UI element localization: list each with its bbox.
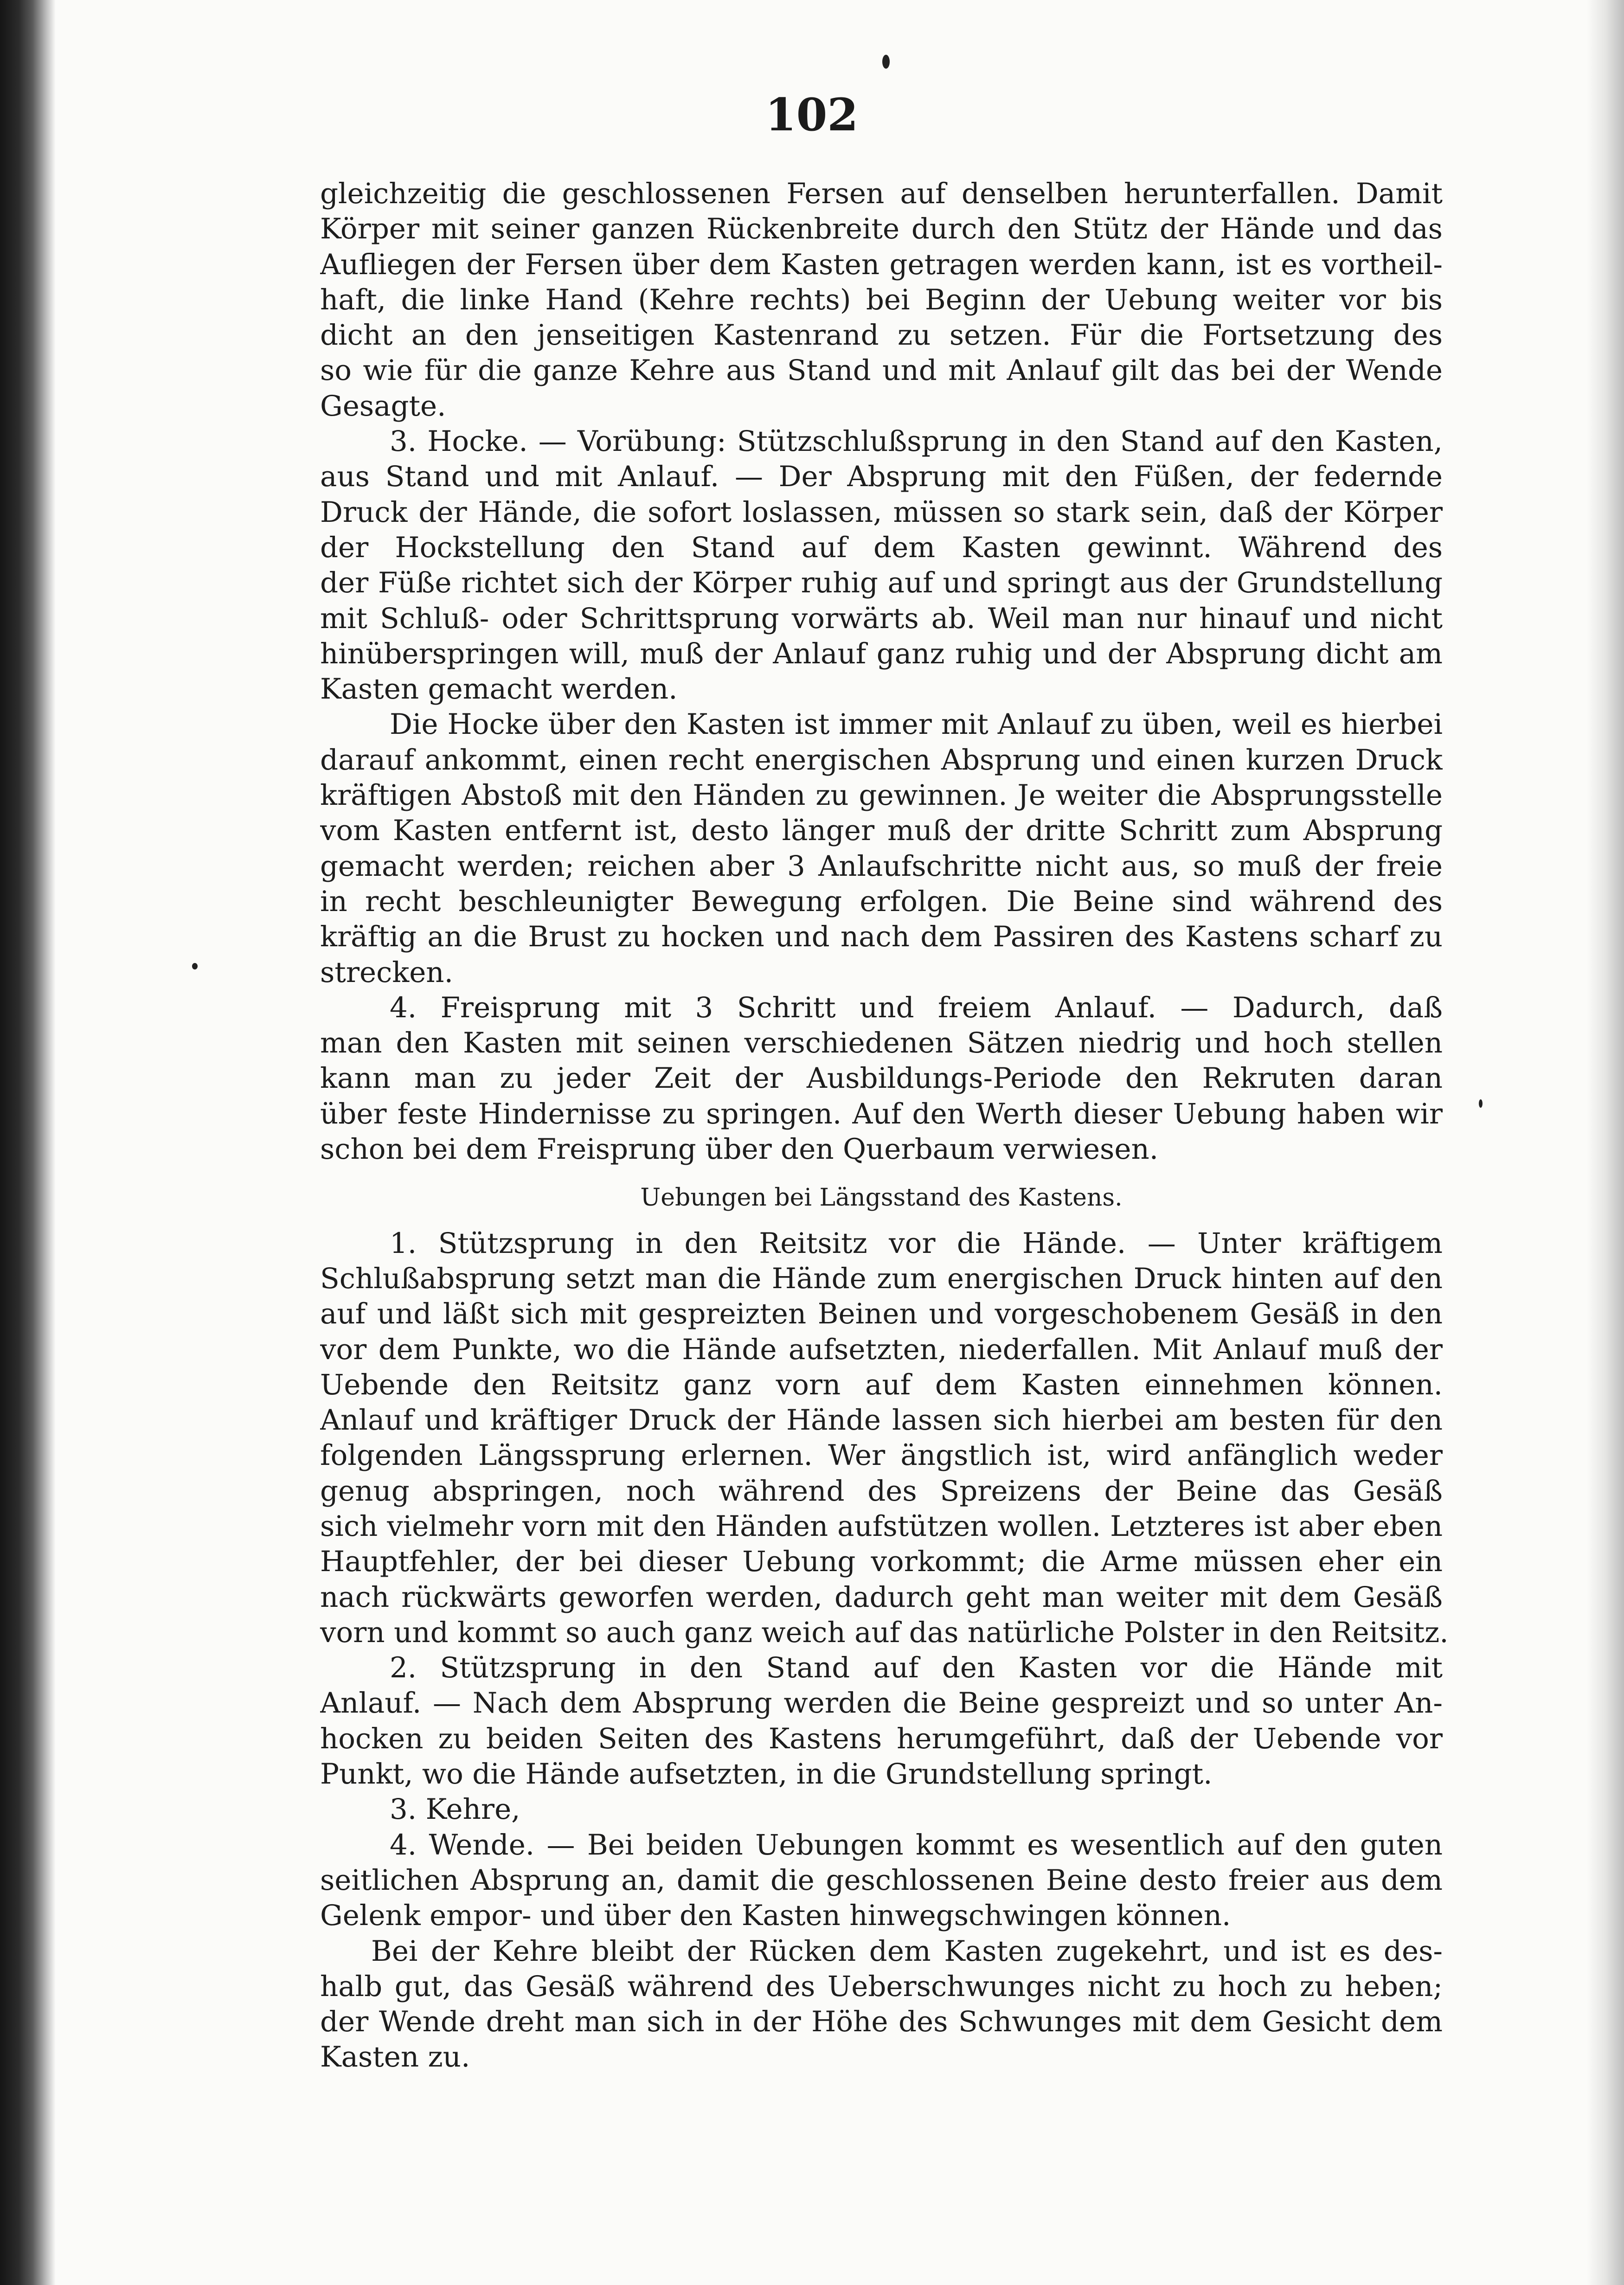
text-line: dicht an den jenseitigen Kastenrand zu setzen. Für die Fortsetzung des: [320, 319, 1443, 352]
text-line: vom Kasten entfernt ist, desto länger muß der dritte Schritt zum Absprung: [320, 814, 1443, 847]
text-line: strecken.: [320, 956, 453, 989]
text-line: kann man zu jeder Zeit der Ausbildungs-Periode den Rekruten daran: [320, 1062, 1443, 1095]
text-line: aus Stand und mit Anlauf. — Der Absprung mit den Füßen, der federnde: [320, 460, 1443, 494]
text-line: kräftig an die Brust zu hocken und nach dem Passiren des Kastens scharf zu: [320, 920, 1443, 954]
text-line: hocken zu beiden Seiten des Kastens herumgeführt, daß der Uebende vor: [320, 1722, 1443, 1755]
text-line: vor dem Punkte, wo die Hände aufsetzten, niederfallen. Mit Anlauf muß der: [320, 1333, 1443, 1366]
book-spine-shadow: [0, 0, 56, 2285]
text-line: Schlußabsprung setzt man die Hände zum energischen Druck hinten auf den: [320, 1262, 1443, 1295]
text-line: Anlauf und kräftiger Druck der Hände lassen sich hierbei am besten für den: [320, 1404, 1443, 1437]
text-line: Uebende den Reitsitz ganz vorn auf dem Kasten einnehmen können.: [320, 1368, 1443, 1401]
page-edge-shadow: [1587, 0, 1624, 2285]
text-line: mit Schluß- oder Schrittsprung vorwärts ab. Weil man nur hinauf und nicht: [320, 602, 1443, 635]
text-line: folgenden Längssprung erlernen. Wer ängstlich ist, wird anfänglich weder: [320, 1439, 1443, 1472]
text-line: seitlichen Absprung an, damit die geschlossenen Beine desto freier aus dem: [320, 1863, 1443, 1897]
ink-speck: [1479, 1099, 1483, 1108]
text-line: hinüberspringen will, muß der Anlauf ganz ruhig und der Absprung dicht am: [320, 637, 1443, 670]
text-line: 1. Stützsprung in den Reitsitz vor die Hände. — Unter kräftigem: [390, 1226, 1443, 1260]
text-line: nach rückwärts geworfen werden, dadurch geht man weiter mit dem Gesäß: [320, 1580, 1443, 1614]
text-line: der Wende dreht man sich in der Höhe des Schwunges mit dem Gesicht dem: [320, 2005, 1443, 2039]
text-line: 3. Kehre,: [390, 1793, 520, 1826]
text-line: gemacht werden; reichen aber 3 Anlaufschritte nicht aus, so muß der freie: [320, 849, 1443, 883]
ink-speck: [192, 963, 198, 969]
text-line: vorn und kommt so auch ganz weich auf das natürliche Polster in den Reitsitz.: [320, 1616, 1449, 1649]
text-line: haft, die linke Hand (Kehre rechts) bei Beginn der Uebung weiter vor bis: [320, 283, 1443, 316]
text-line: 4. Freisprung mit 3 Schritt und freiem Anlauf. — Dadurch, daß: [390, 991, 1443, 1024]
text-line: der Füße richtet sich der Körper ruhig auf und springt aus der Grundstellung: [320, 566, 1443, 600]
text-line: Kasten gemacht werden.: [320, 673, 678, 706]
text-line: sich vielmehr vorn mit den Händen aufstützen wollen. Letzteres ist aber eben: [320, 1509, 1443, 1543]
text-line: man den Kasten mit seinen verschiedenen Sätzen niedrig und hoch stellen: [320, 1027, 1443, 1060]
text-line: gleichzeitig die geschlossenen Fersen auf denselben herunterfallen. Damit: [320, 177, 1443, 210]
page-number: 102: [765, 89, 859, 141]
text-line: der Hockstellung den Stand auf dem Kasten gewinnt. Während des: [320, 531, 1443, 564]
text-line: über feste Hindernisse zu springen. Auf den Werth dieser Uebung haben wir: [320, 1097, 1443, 1130]
text-line: Gesagte.: [320, 389, 446, 423]
ink-speck: [882, 55, 890, 69]
text-line: Gelenk empor- und über den Kasten hinwegschwingen können.: [320, 1899, 1231, 1932]
text-line: Anlauf. — Nach dem Absprung werden die Beine gespreizt und so unter An-: [320, 1687, 1443, 1720]
text-line: 2. Stützsprung in den Stand auf den Kasten vor die Hände mit: [390, 1651, 1443, 1685]
section-heading: Uebungen bei Längsstand des Kastens.: [640, 1184, 1123, 1212]
text-line: Die Hocke über den Kasten ist immer mit Anlauf zu üben, weil es hierbei: [390, 708, 1443, 741]
text-line: 4. Wende. — Bei beiden Uebungen kommt es wesentlich auf den guten: [390, 1828, 1443, 1861]
text-line: Bei der Kehre bleibt der Rücken dem Kasten zugekehrt, und ist es des-: [371, 1934, 1443, 1968]
text-line: halb gut, das Gesäß während des Ueberschwunges nicht zu hoch zu heben;: [320, 1970, 1443, 2003]
text-line: Punkt, wo die Hände aufsetzten, in die Grundstellung springt.: [320, 1758, 1213, 1791]
text-line: Körper mit seiner ganzen Rückenbreite durch den Stütz der Hände und das: [320, 212, 1443, 246]
text-line: 3. Hocke. — Vorübung: Stützschlußsprung in den Stand auf den Kasten,: [390, 425, 1443, 458]
text-line: in recht beschleunigter Bewegung erfolgen. Die Beine sind während des: [320, 885, 1443, 918]
text-line: Hauptfehler, der bei dieser Uebung vorkommt; die Arme müssen eher ein: [320, 1545, 1443, 1579]
text-line: Druck der Hände, die sofort loslassen, müssen so stark sein, daß der Körper: [320, 495, 1443, 529]
text-line: so wie für die ganze Kehre aus Stand und mit Anlauf gilt das bei der Wende: [320, 354, 1443, 387]
text-line: darauf ankommt, einen recht energischen Absprung und einen kurzen Druck: [320, 743, 1443, 777]
text-line: Aufliegen der Fersen über dem Kasten getragen werden kann, ist es vortheil-: [320, 248, 1443, 281]
text-line: Kasten zu.: [320, 2041, 470, 2074]
text-line: schon bei dem Freisprung über den Querbaum verwiesen.: [320, 1133, 1159, 1166]
text-line: genug abspringen, noch während des Spreizens der Beine das Gesäß: [320, 1474, 1443, 1508]
text-line: auf und läßt sich mit gespreizten Beinen und vorgeschobenem Gesäß in den: [320, 1297, 1443, 1331]
body-text: [320, 176, 1449, 2075]
text-line: kräftigen Abstoß mit den Händen zu gewinnen. Je weiter die Absprungsstelle: [320, 779, 1443, 812]
